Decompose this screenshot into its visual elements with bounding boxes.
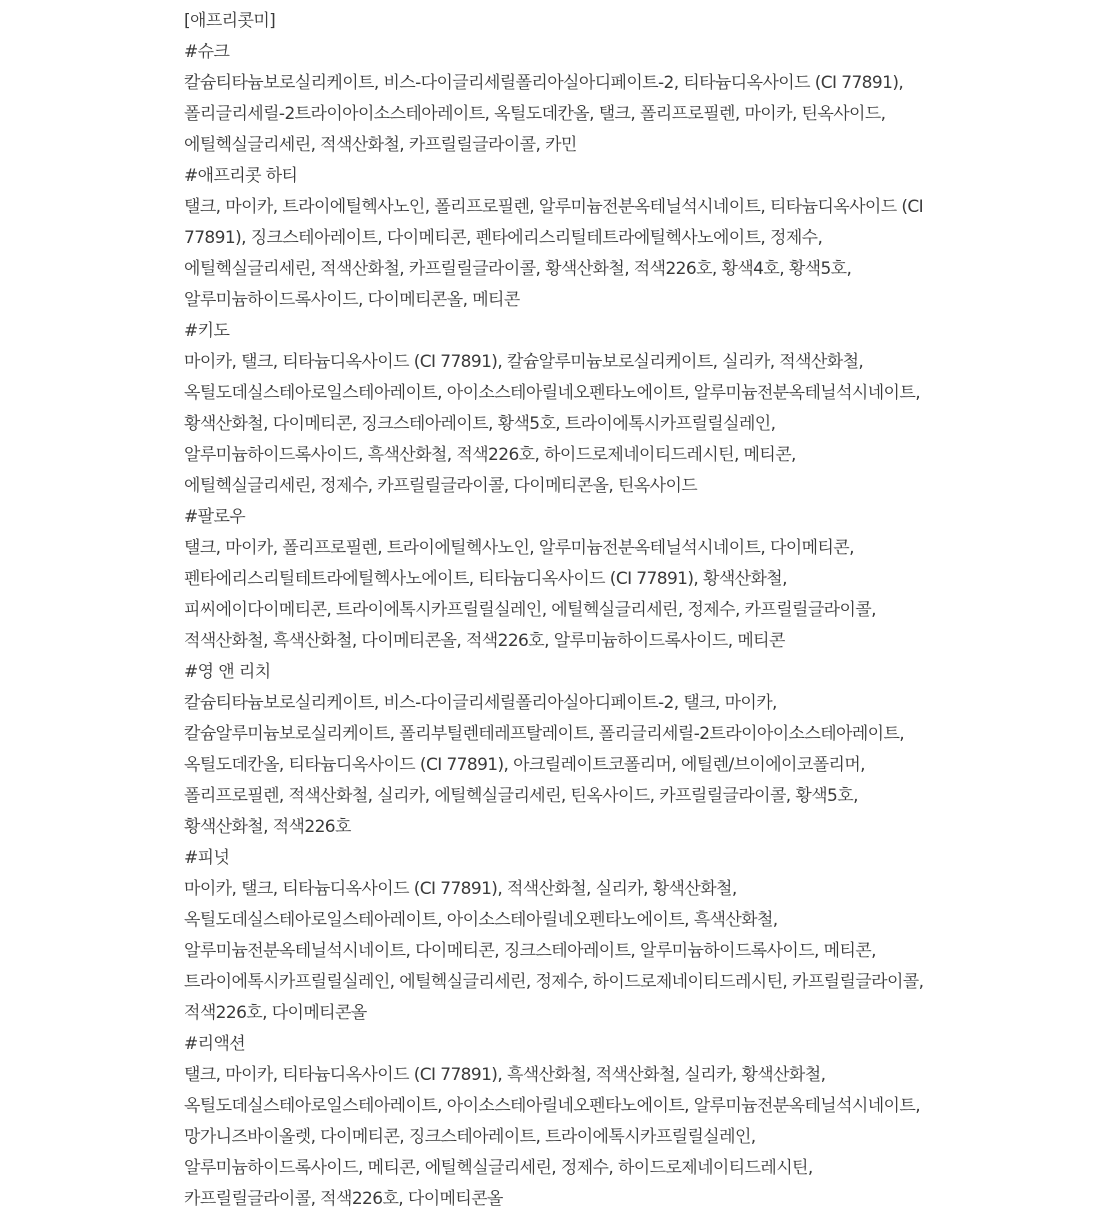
section-heading: #피넛 — [184, 848, 230, 868]
section-heading: #팔로우 — [184, 507, 246, 527]
ingredient-list: 탤크, 마이카, 티타늄디옥사이드 (CI 77891), 흑색산화철, 적색산화철, 실리카, 황색산화철, 옥틸도데실스테아로일스테아레이트, 아이소스테아릴네오펜타노에이트, 알루미늄전분옥테닐석시네이트, 망가니즈바이올렛, 다이메티콘, 징크스테아레이트, 트라이에톡시카프릴릴실레인, 알루미늄하이드록사이드, 메티콘, 에틸헥실글리세린, 정제수, 하이드로제네이티드레시틴, 카프릴릴글라이콜, 적색226호, 다이메티콘올 — [184, 1065, 921, 1209]
ingredient-list: 탤크, 마이카, 트라이에틸헥사노인, 폴리프로필렌, 알루미늄전분옥테닐석시네이트, 티타늄디옥사이드 (CI 77891), 징크스테아레이트, 다이메티콘, 펜타에리스리틸테트라에틸헥사노에이트, 정제수, 에틸헥실글리세린, 적색산화철, 카프릴릴글라이콜, 황색산화철, 적색226호, 황색4호, 황색5호, 알루미늄하이드록사이드, 다이메티콘올, 메티콘 — [184, 197, 924, 310]
section-kido — [184, 316, 924, 502]
ingredient-document — [184, 6, 924, 1215]
document-title: [애프리콧미] — [184, 11, 276, 31]
ingredient-list: 마이카, 탤크, 티타늄디옥사이드 (CI 77891), 적색산화철, 실리카, 황색산화철, 옥틸도데실스테아로일스테아레이트, 아이소스테아릴네오펜타노에이트, 흑색산화철, 알루미늄전분옥테닐석시네이트, 다이메티콘, 징크스테아레이트, 알루미늄하이드록사이드, 메티콘, 트라이에톡시카프릴릴실레인, 에틸헥실글리세린, 정제수, 하이드로제네이티드레시틴, 카프릴릴글라이콜, 적색226호, 다이메티콘올 — [184, 879, 924, 1023]
section-heading: #애프리콧 하티 — [184, 166, 298, 186]
ingredient-list: 탤크, 마이카, 폴리프로필렌, 트라이에틸헥사노인, 알루미늄전분옥테닐석시네이트, 다이메티콘, 펜타에리스리틸테트라에틸헥사노에이트, 티타늄디옥사이드 (CI 77891), 황색산화철, 피씨에이다이메티콘, 트라이에톡시카프릴릴실레인, 에틸헥실글리세린, 정제수, 카프릴릴글라이콜, 적색산화철, 흑색산화철, 다이메티콘올, 적색226호, 알루미늄하이드록사이드, 메티콘 — [184, 538, 876, 651]
ingredient-list: 칼슘티타늄보로실리케이트, 비스-다이글리세릴폴리아실아디페이트-2, 티타늄디옥사이드 (CI 77891), 폴리글리세릴-2트라이아이소스테아레이트, 옥틸도데칸올, 탤크, 폴리프로필렌, 마이카, 틴옥사이드, 에틸헥실글리세린, 적색산화철, 카프릴릴글라이콜, 카민 — [184, 73, 904, 155]
section-reaction — [184, 1029, 924, 1215]
section-apricot-hearty — [184, 161, 924, 316]
section-follow — [184, 502, 924, 657]
section-peanut — [184, 843, 924, 1029]
section-heading: #슈크 — [184, 42, 230, 62]
ingredient-list: 칼슘티타늄보로실리케이트, 비스-다이글리세릴폴리아실아디페이트-2, 탤크, 마이카, 칼슘알루미늄보로실리케이트, 폴리부틸렌테레프탈레이트, 폴리글리세릴-2트라이아이소스테아레이트, 옥틸도데칸올, 티타늄디옥사이드 (CI 77891), 아크릴레이트코폴리머, 에틸렌/브이에이코폴리머, 폴리프로필렌, 적색산화철, 실리카, 에틸헥실글리세린, 틴옥사이드, 카프릴릴글라이콜, 황색5호, 황색산화철, 적색226호 — [184, 693, 905, 837]
section-young-and-rich — [184, 657, 924, 843]
section-heading: #리액션 — [184, 1034, 246, 1054]
section-heading: #영 앤 리치 — [184, 662, 271, 682]
section-heading: #키도 — [184, 321, 230, 341]
section-shook — [184, 37, 924, 161]
ingredient-list: 마이카, 탤크, 티타늄디옥사이드 (CI 77891), 칼슘알루미늄보로실리케이트, 실리카, 적색산화철, 옥틸도데실스테아로일스테아레이트, 아이소스테아릴네오펜타노에이트, 알루미늄전분옥테닐석시네이트, 황색산화철, 다이메티콘, 징크스테아레이트, 황색5호, 트라이에톡시카프릴릴실레인, 알루미늄하이드록사이드, 흑색산화철, 적색226호, 하이드로제네이티드레시틴, 메티콘, 에틸헥실글리세린, 정제수, 카프릴릴글라이콜, 다이메티콘올, 틴옥사이드 — [184, 352, 921, 496]
